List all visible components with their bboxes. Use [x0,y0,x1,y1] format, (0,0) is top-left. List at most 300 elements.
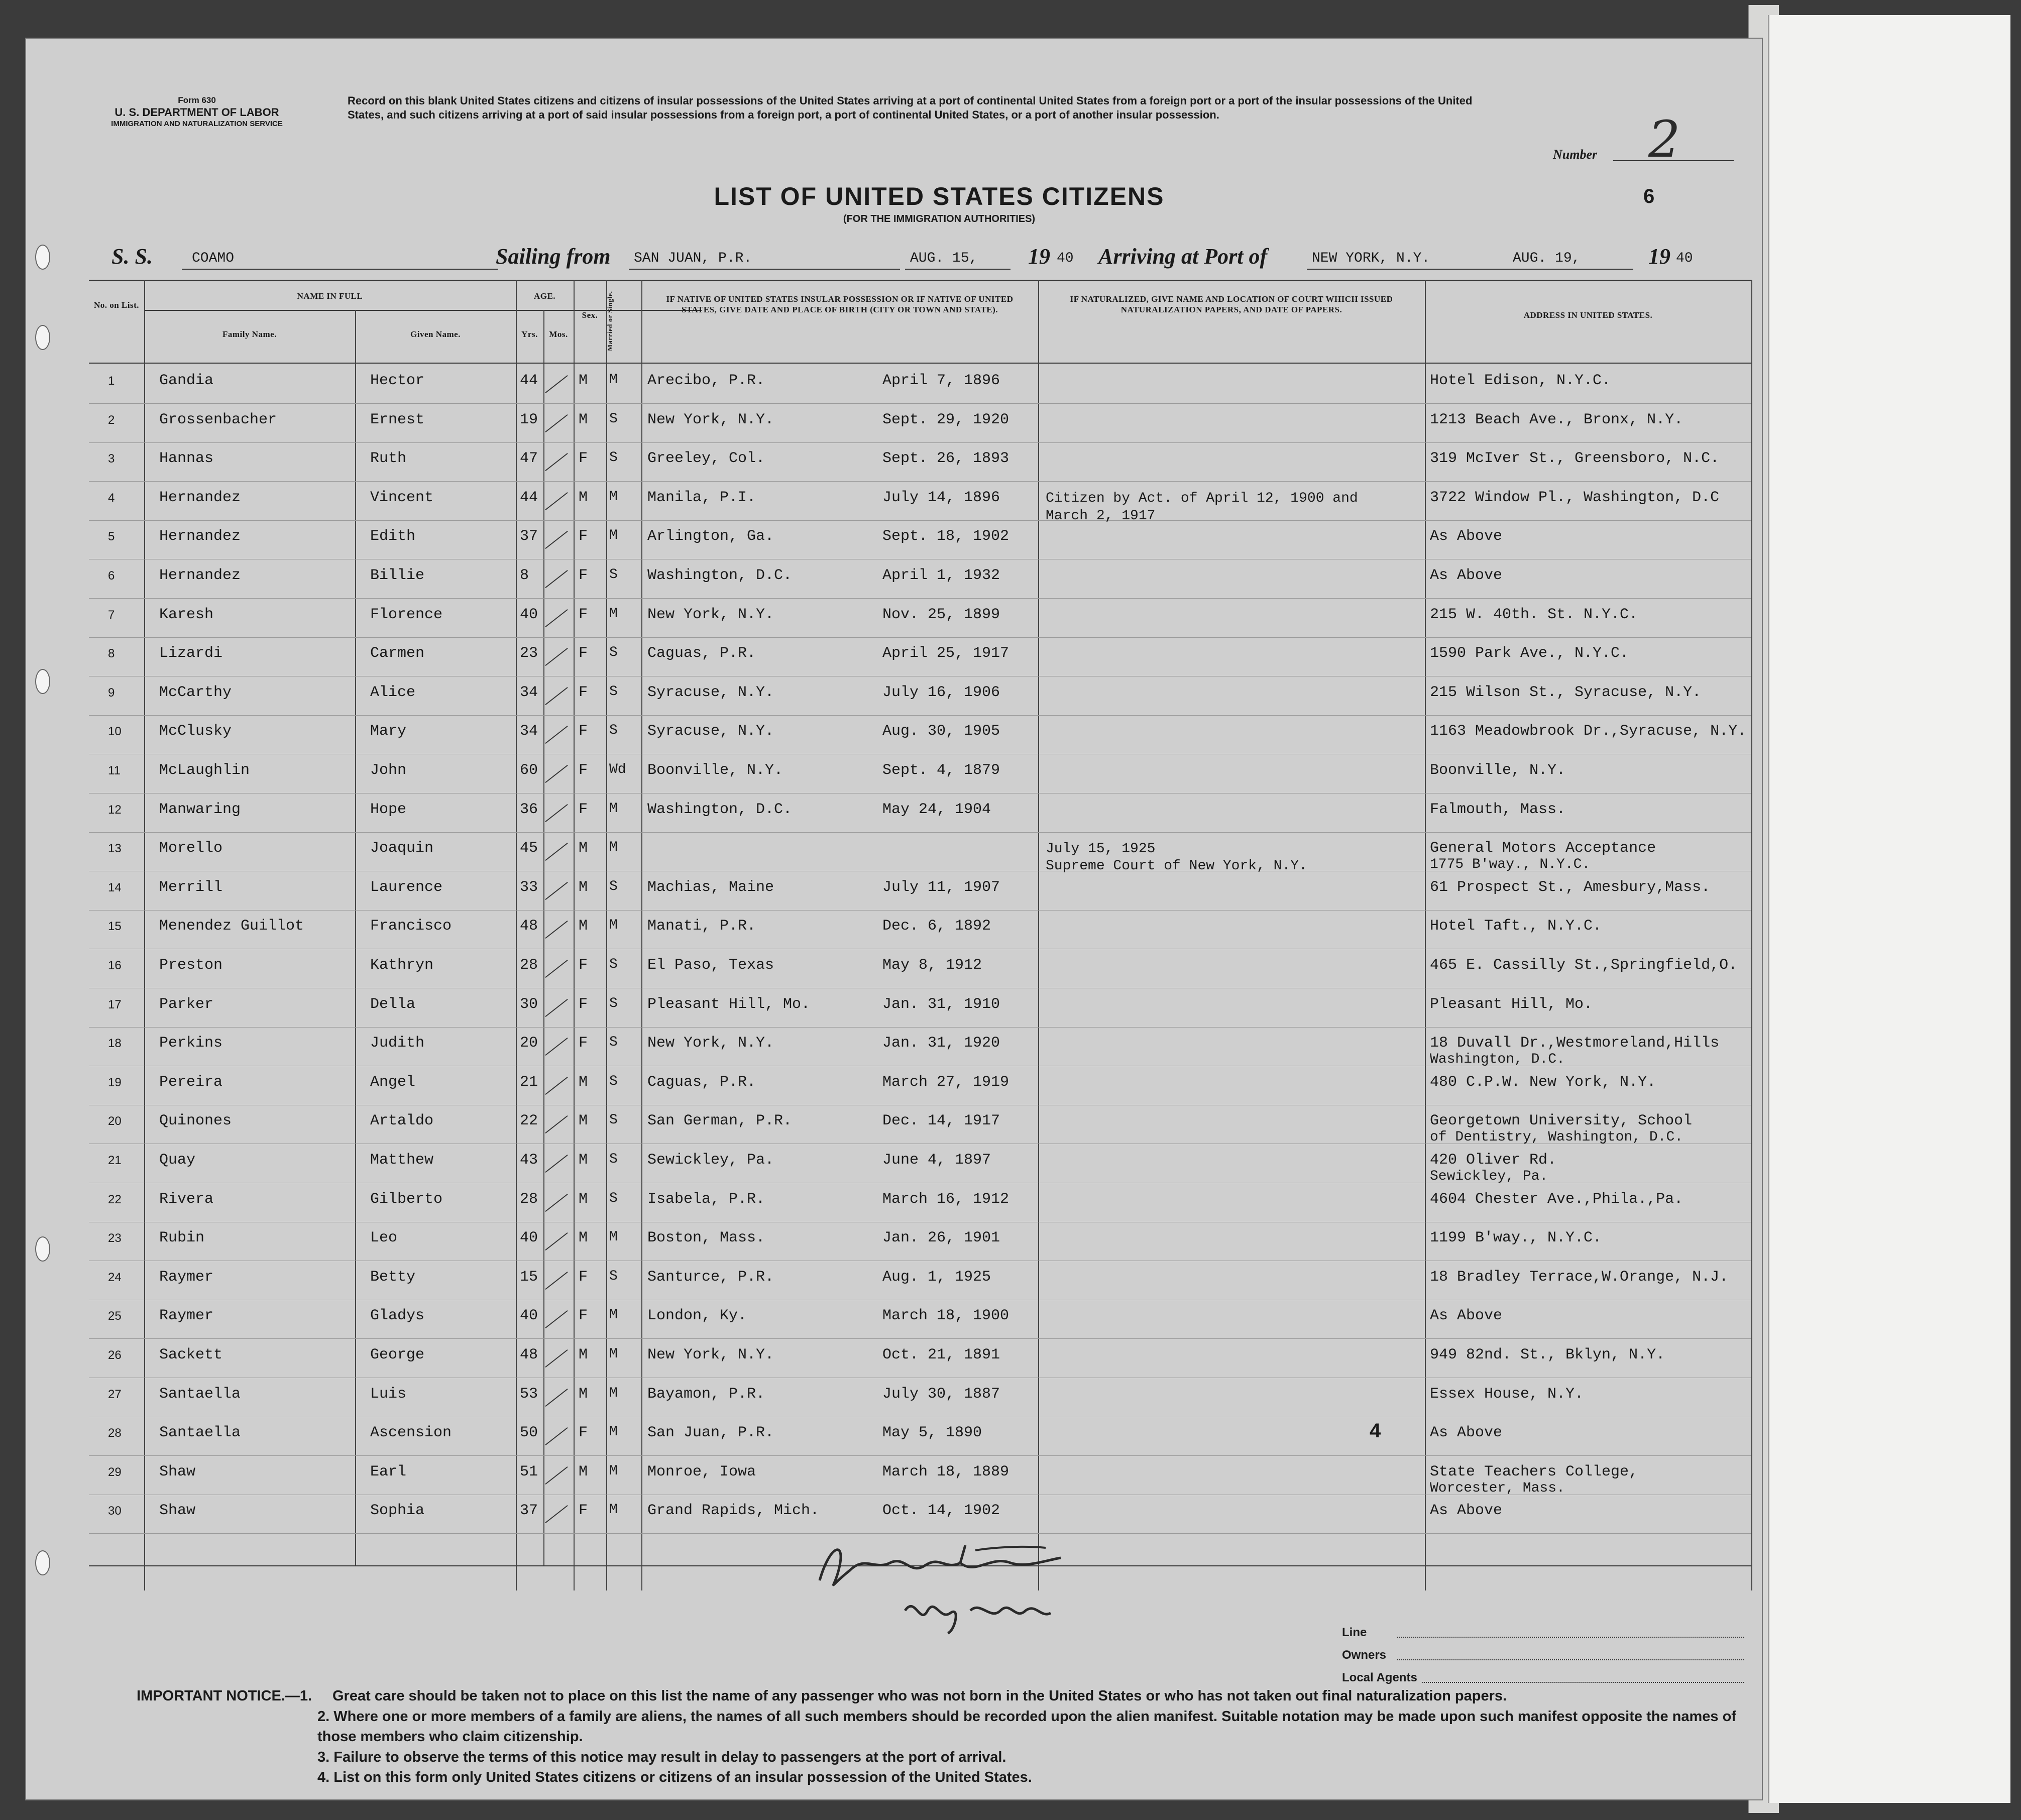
birth-date: July 14, 1896 [882,489,1000,506]
table-row [89,1495,1751,1534]
us-address: Georgetown University, School [1430,1112,1693,1130]
naturalization-note: Citizen by Act. of April 12, 1900 and [1046,491,1358,506]
check-mark [545,570,568,588]
header-address: ADDRESS IN UNITED STATES. [1523,310,1653,320]
page-subtitle: (FOR THE IMMIGRATION AUTHORITIES) [843,213,1036,224]
check-mark [545,1310,568,1328]
check-mark [545,843,568,861]
given-name: Ernest [370,411,425,428]
us-address: As Above [1430,1502,1503,1520]
marital-status: M [609,1463,618,1479]
list-number-value: 2 [1648,110,1680,169]
row-number: 30 [108,1504,122,1518]
family-name: Rubin [159,1229,205,1247]
family-name: McLaughlin [159,762,250,779]
given-name: Hope [370,801,407,818]
given-name: Gladys [370,1307,425,1325]
us-address: Pleasant Hill, Mo. [1430,995,1593,1013]
check-mark [545,999,568,1017]
us-address: 319 McIver St., Greensboro, N.C. [1430,450,1720,468]
voyage-line [26,240,1764,275]
departure-date: AUG. 15, [910,251,978,266]
header-age: AGE. [533,291,556,301]
sex: F [579,723,588,740]
marital-status: M [609,372,618,388]
us-address-line-2: Sewickley, Pa. [1430,1169,1548,1184]
notice-item-1: Great care should be taken not to place on this list the name of any passenger who was not born in the United States or who has not taken out final naturalization papers. [332,1688,1507,1704]
owners-underline [1397,1659,1744,1660]
family-name: Lizardi [159,645,223,662]
us-address: 1163 Meadowbrook Dr.,Syracuse, N.Y. [1430,723,1747,740]
table-row [89,911,1751,949]
marital-status: S [609,1112,618,1128]
given-name: Betty [370,1268,416,1286]
family-name: Menendez Guillot [159,918,304,935]
given-name: Kathryn [370,957,434,974]
birth-place: Arlington, Ga. [647,528,774,545]
us-address: Hotel Taft., N.Y.C. [1430,918,1602,935]
age-years: 20 [520,1035,538,1052]
check-mark [545,804,568,822]
sex: F [579,567,588,584]
arrival-date: AUG. 19, [1513,251,1581,266]
family-name: Sackett [159,1346,223,1363]
punch-hole [35,1236,50,1262]
service-name: IMMIGRATION AND NATURALIZATION SERVICE [111,119,283,128]
row-number: 1 [108,374,115,388]
us-address: State Teachers College, [1430,1463,1638,1481]
arrival-port-underline [1307,269,1513,270]
table-row [89,1339,1751,1378]
birth-place: New York, N.Y. [647,1346,774,1363]
row-number: 14 [108,880,122,894]
punch-hole [35,669,50,694]
sex: M [579,918,588,935]
given-name: Hector [370,372,425,389]
family-name: Shaw [159,1463,196,1481]
check-mark [545,1115,568,1133]
age-years: 19 [520,411,538,428]
sex: F [579,645,588,662]
check-mark [545,453,568,471]
sex: F [579,1307,588,1325]
departure-year-prefix: 19 [1028,244,1050,269]
birth-date: April 25, 1917 [882,645,1009,662]
row-number: 17 [108,997,122,1011]
family-name: Raymer [159,1307,214,1325]
us-address: Hotel Edison, N.Y.C. [1430,372,1611,389]
sex: M [579,1152,588,1169]
row-number: 22 [108,1192,122,1206]
handwritten-initials [900,1590,1061,1636]
birth-date: July 11, 1907 [882,878,1000,896]
given-name: John [370,762,407,779]
header-married-single: Married or Single. [607,291,614,352]
given-name: Vincent [370,489,434,506]
check-mark [545,1155,568,1173]
given-name: Leo [370,1229,398,1247]
family-name: Quinones [159,1112,232,1130]
header-number: No. on List. [93,300,140,310]
age-years: 44 [520,489,538,506]
table-row [89,1105,1751,1144]
birth-date: Sept. 4, 1879 [882,762,1000,779]
birth-place: Greeley, Col. [647,450,765,468]
marital-status: S [609,1268,618,1284]
check-mark [545,648,568,666]
us-address: 1213 Beach Ave., Bronx, N.Y. [1430,411,1683,428]
birth-date: Aug. 1, 1925 [882,1268,991,1286]
marital-status: M [609,1346,618,1362]
family-name: Santaella [159,1424,241,1442]
handwritten-signature [810,1535,1071,1596]
sex: F [579,1502,588,1520]
header-naturalized: IF NATURALIZED, GIVE NAME AND LOCATION OF COURT WHICH ISSUED NATURALIZATION PAPERS, AND DATE OF PAPERS. [1070,294,1393,315]
age-years: 36 [520,801,538,818]
birth-place: Caguas, P.R. [647,1073,756,1091]
table-row [89,365,1751,404]
family-name: Hernandez [159,528,241,545]
marital-status: Wd [609,762,626,777]
birth-date: Dec. 14, 1917 [882,1112,1000,1130]
naturalization-note: Supreme Court of New York, N.Y. [1046,858,1307,874]
given-name: Joaquin [370,840,434,857]
column-rule [1751,280,1752,1590]
sex: F [579,684,588,701]
marital-status: M [609,801,618,817]
header-birth: IF NATIVE OF UNITED STATES INSULAR POSSESSION OR IF NATIVE OF UNITED STATES, GIVE DATE AND PLACE OF BIRTH (CITY OR TOWN AND STATE). [666,294,1014,315]
sex: M [579,1463,588,1481]
marital-status: M [609,1502,618,1518]
marital-status: M [609,489,618,505]
given-name: Earl [370,1463,407,1481]
check-mark [545,765,568,783]
family-name: Hernandez [159,567,241,584]
family-name: Parker [159,995,214,1013]
record-instructions: Record on this blank United States citizens and citizens of insular possessions of the United States arriving at a port of continental United States from a foreign port or a port of the insular possessions of the United States, and such citizens arriving at a port of said insular possessions from a foreign port, a port of continental United States, or a port of another insular possession. [348,94,1473,122]
us-address: 949 82nd. St., Bklyn, N.Y. [1430,1346,1665,1363]
sex: M [579,1385,588,1403]
birth-place: New York, N.Y. [647,1035,774,1052]
row-number: 25 [108,1309,122,1323]
table-row [89,482,1751,521]
line-owners-agents-block [1342,1626,1744,1693]
sailing-underline [629,269,900,270]
age-years: 45 [520,840,538,857]
birth-place: El Paso, Texas [647,957,774,974]
table-row [89,755,1751,793]
header-bottom-rule [89,363,1751,364]
notice-item-2: 2. Where one or more members of a family are aliens, the names of all such members should be recorded upon the alien manifest. Suitable notation may be made upon such manifest opposite the names of those members who claim citizenship. [317,1708,1736,1745]
us-address: 480 C.P.W. New York, N.Y. [1430,1073,1656,1091]
marital-status: S [609,995,618,1011]
birth-place: New York, N.Y. [647,606,774,623]
us-address-line-2: Worcester, Mass. [1430,1480,1565,1496]
form-number: Form 630 [178,95,216,105]
us-address: 1590 Park Ave., N.Y.C. [1430,645,1629,662]
marital-status: M [609,1307,618,1323]
row-number: 28 [108,1426,122,1440]
us-address: As Above [1430,528,1503,545]
family-name: Rivera [159,1190,214,1208]
line-label: Line [1342,1626,1367,1639]
age-years: 51 [520,1463,538,1481]
family-name: McCarthy [159,684,232,701]
table-row [89,950,1751,988]
check-mark [545,1272,568,1290]
birth-place: Machias, Maine [647,878,774,896]
given-name: Billie [370,567,425,584]
marital-status: M [609,528,618,544]
naturalization-note: July 15, 1925 [1046,841,1156,857]
birth-date: March 27, 1919 [882,1073,1009,1091]
department-name: U. S. DEPARTMENT OF LABOR [115,106,279,119]
birth-place: Arecibo, P.R. [647,372,765,389]
sailing-from-label: Sailing from [496,244,611,269]
age-years: 43 [520,1152,538,1169]
sex: M [579,1190,588,1208]
birth-date: March 16, 1912 [882,1190,1009,1208]
row-number: 20 [108,1114,122,1128]
age-years: 8 [520,567,529,584]
birth-date: Sept. 29, 1920 [882,411,1009,428]
sex: M [579,372,588,389]
page-title: LIST OF UNITED STATES CITIZENS [714,182,1165,210]
birth-place: Isabela, P.R. [647,1190,765,1208]
sex: F [579,801,588,818]
table-row [89,1145,1751,1183]
check-mark [545,921,568,939]
given-name: Florence [370,606,443,623]
arriving-label: Arriving at Port of [1098,244,1268,269]
given-name: George [370,1346,425,1363]
check-mark [545,1194,568,1212]
family-name: McClusky [159,723,232,740]
age-years: 15 [520,1268,538,1286]
ship-name: COAMO [192,251,235,266]
check-mark [545,414,568,432]
birth-place: Syracuse, N.Y. [647,723,774,740]
table-top-rule [89,280,1751,281]
us-address: 215 Wilson St., Syracuse, N.Y. [1430,684,1702,701]
age-years: 37 [520,1502,538,1520]
stray-mark: 4 [1370,1420,1381,1442]
birth-date: Oct. 14, 1902 [882,1502,1000,1520]
us-address: General Motors Acceptance [1430,840,1656,857]
age-years: 53 [520,1385,538,1403]
us-address-line-2: Washington, D.C. [1430,1052,1565,1068]
row-number: 21 [108,1154,122,1167]
arrival-year-prefix: 19 [1648,244,1670,269]
check-mark [545,1466,568,1485]
header-months: Mos. [549,329,568,339]
arrival-year: 40 [1676,251,1693,266]
table-row [89,1262,1751,1300]
us-address: Essex House, N.Y. [1430,1385,1584,1403]
header-given-name: Given Name. [410,329,461,339]
arrival-port: NEW YORK, N.Y. [1312,251,1430,266]
sex: F [579,450,588,468]
family-name: Manwaring [159,801,241,818]
family-name: Karesh [159,606,214,623]
age-years: 28 [520,1190,538,1208]
age-years: 50 [520,1424,538,1442]
us-address: 420 Oliver Rd. [1430,1152,1557,1169]
us-address: As Above [1430,1307,1503,1325]
us-address: 215 W. 40th. St. N.Y.C. [1430,606,1638,623]
sex: M [579,878,588,896]
notice-heading: IMPORTANT NOTICE.—1. [137,1688,312,1704]
marital-status: S [609,957,618,972]
check-mark [545,687,568,705]
birth-date: July 30, 1887 [882,1385,1000,1403]
birth-date: Dec. 6, 1892 [882,918,991,935]
marital-status: S [609,1152,618,1167]
age-years: 47 [520,450,538,468]
ss-label: S. S. [111,244,153,269]
birth-place: Boonville, N.Y. [647,762,783,779]
check-mark [545,531,568,549]
check-mark [545,726,568,744]
header-years: Yrs. [521,329,538,339]
owners-label: Owners [1342,1648,1387,1662]
marital-status: M [609,840,618,856]
family-name: Morello [159,840,223,857]
family-name: Preston [159,957,223,974]
table-row [89,716,1751,754]
marital-status: M [609,1424,618,1440]
local-agents-label: Local Agents [1342,1671,1417,1684]
sex: F [579,606,588,623]
table-row [89,1222,1751,1261]
family-name: Pereira [159,1073,223,1091]
marital-status: M [609,918,618,934]
marital-status: S [609,878,618,894]
passenger-table [89,280,1751,1590]
us-address: Falmouth, Mass. [1430,801,1566,818]
check-mark [545,492,568,510]
birth-date: April 1, 1932 [882,567,1000,584]
form-identification [76,95,317,129]
punch-hole [35,1550,50,1575]
birth-date: Oct. 21, 1891 [882,1346,1000,1363]
birth-place: San German, P.R. [647,1112,793,1130]
birth-date: Jan. 26, 1901 [882,1229,1000,1247]
marital-status: S [609,1035,618,1051]
birth-place: London, Ky. [647,1307,747,1325]
table-row [89,833,1751,871]
birth-place: Bayamon, P.R. [647,1385,765,1403]
punch-hole [35,325,50,350]
us-address: As Above [1430,1424,1503,1442]
marital-status: S [609,450,618,466]
table-row [89,1379,1751,1417]
marital-status: M [609,1385,618,1401]
row-number: 27 [108,1387,122,1401]
number-label: Number [1553,147,1598,162]
header-family-name: Family Name. [222,329,277,339]
row-number: 2 [108,413,115,427]
notice-item-4: 4. List on this form only United States citizens or citizens of an insular possession of the United States. [317,1769,1032,1786]
table-row [89,677,1751,716]
given-name: Ascension [370,1424,452,1442]
row-number: 18 [108,1037,122,1051]
sex: M [579,489,588,506]
marital-status: M [609,1229,618,1245]
us-address: 3722 Window Pl., Washington, D.C [1430,489,1720,506]
age-years: 44 [520,372,538,389]
sailing-from-value: SAN JUAN, P.R. [634,251,752,266]
marital-status: S [609,645,618,661]
birth-date: July 16, 1906 [882,684,1000,701]
age-years: 40 [520,606,538,623]
manifest-page [25,38,1763,1800]
sex: F [579,762,588,779]
sex: M [579,1229,588,1247]
birth-date: April 7, 1896 [882,372,1000,389]
given-name: Alice [370,684,416,701]
marital-status: S [609,684,618,700]
line-underline [1397,1637,1744,1638]
local-agents-underline [1422,1682,1744,1683]
row-number: 13 [108,842,122,856]
family-name: Hernandez [159,489,241,506]
age-years: 60 [520,762,538,779]
sex: M [579,1346,588,1363]
row-number: 6 [108,569,115,583]
sex: M [579,840,588,857]
birth-place: Santurce, P.R. [647,1268,774,1286]
row-number: 29 [108,1465,122,1479]
age-years: 22 [520,1112,538,1130]
family-name: Hannas [159,450,214,468]
sex: F [579,1268,588,1286]
marital-status: S [609,411,618,427]
us-address: 465 E. Cassilly St.,Springfield,O. [1430,957,1738,974]
row-number: 15 [108,920,122,934]
us-address: 18 Duvall Dr.,Westmoreland,Hills [1430,1035,1720,1052]
table-row [89,1300,1751,1339]
given-name: Artaldo [370,1112,434,1130]
birth-place: San Juan, P.R. [647,1424,774,1442]
birth-date: May 24, 1904 [882,801,991,818]
birth-date: May 5, 1890 [882,1424,982,1442]
birth-place: Sewickley, Pa. [647,1152,774,1169]
given-name: Sophia [370,1502,425,1520]
list-number-field [1553,110,1744,169]
sex: F [579,528,588,545]
birth-date: Sept. 18, 1902 [882,528,1009,545]
row-number: 3 [108,452,115,466]
birth-place: New York, N.Y. [647,411,774,428]
us-address: 1199 B'way., N.Y.C. [1430,1229,1602,1247]
row-number: 10 [108,725,122,739]
birth-place: Washington, D.C. [647,801,793,818]
table-row [89,872,1751,911]
check-mark [545,1077,568,1095]
row-number: 19 [108,1075,122,1089]
check-mark [545,882,568,900]
check-mark [545,609,568,627]
check-mark [545,375,568,393]
given-name: Gilberto [370,1190,443,1208]
family-name: Perkins [159,1035,223,1052]
sex: M [579,1112,588,1130]
row-number: 24 [108,1270,122,1284]
table-row [89,794,1751,833]
age-years: 33 [520,878,538,896]
given-name: Matthew [370,1152,434,1169]
